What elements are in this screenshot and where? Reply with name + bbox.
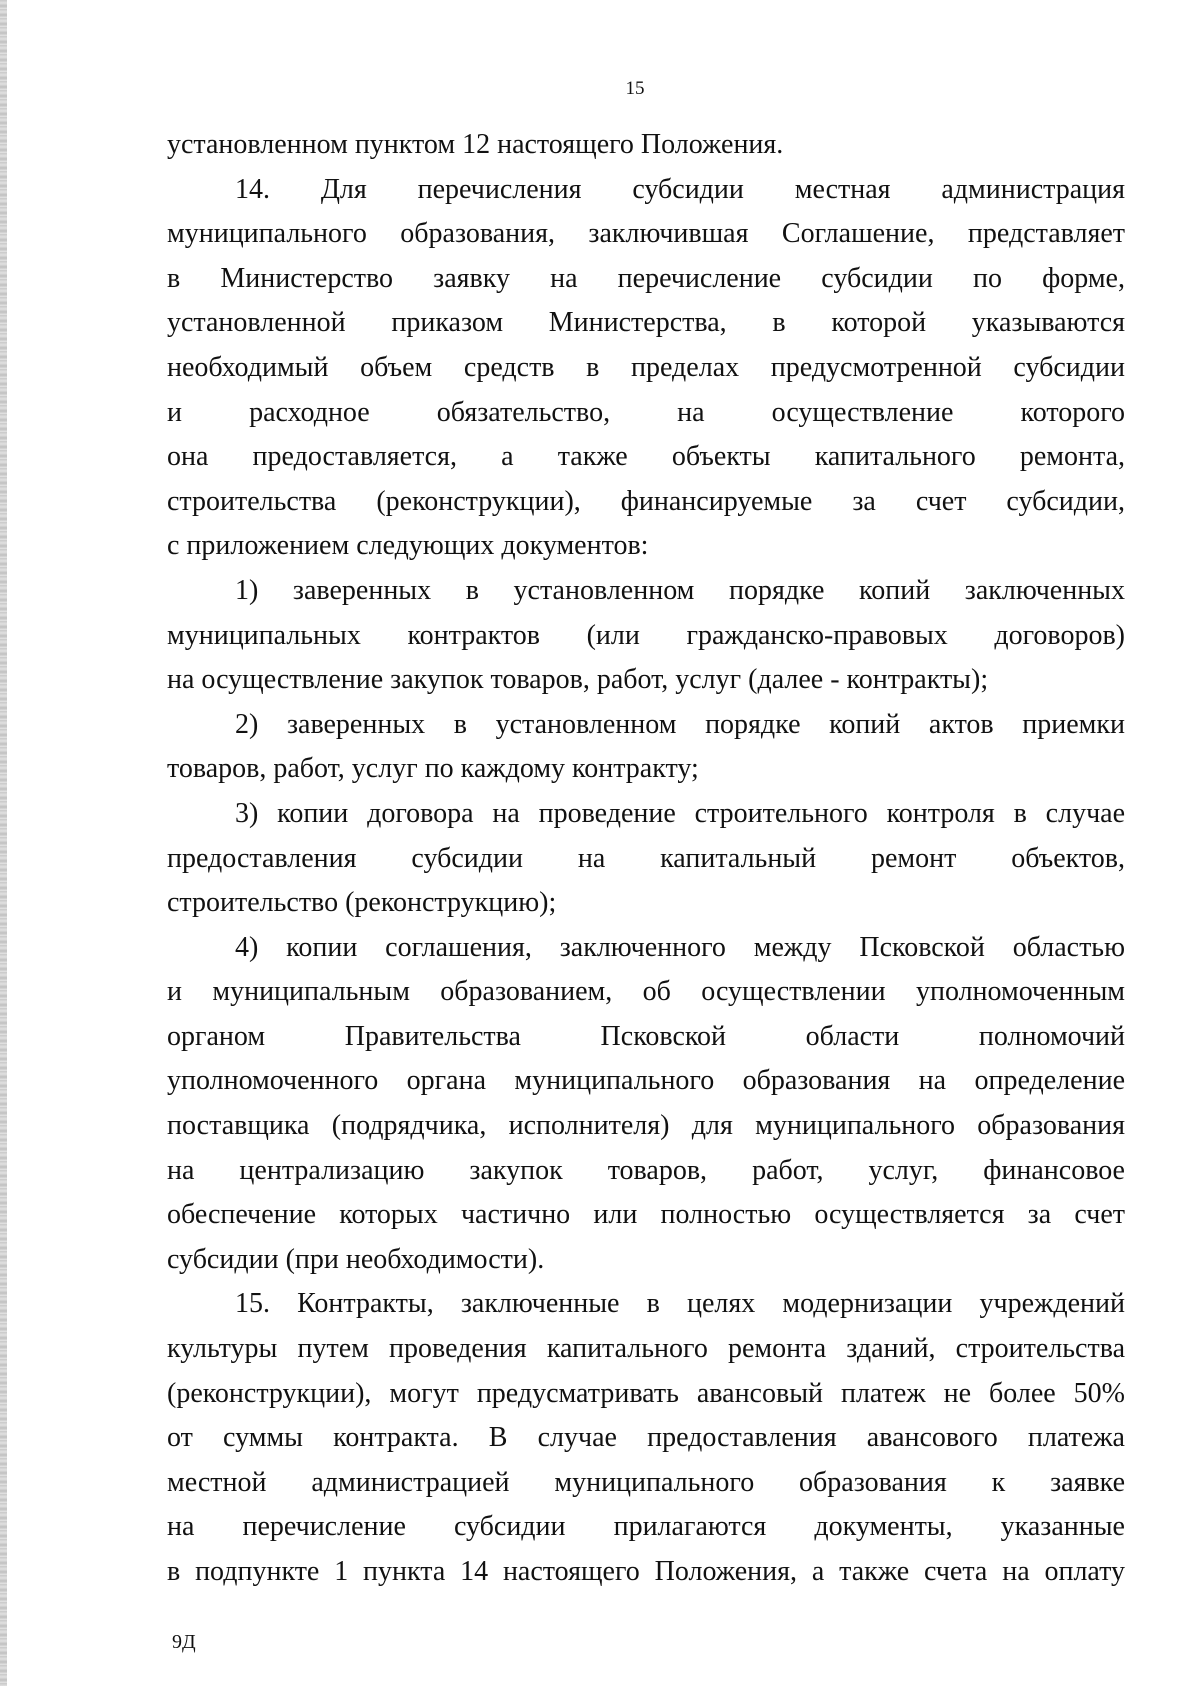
text-line: на осуществление закупок товаров, работ, услуг (далее - контракты); (167, 664, 989, 696)
text-line: товаров, работ, услуг по каждому контракту; (167, 753, 699, 785)
text-line: и расходное обязательство, на осуществление которого (167, 396, 1125, 428)
text-line: 14. Для перечисления субсидии местная администрация (235, 173, 1125, 205)
footer-code: 9Д (172, 1631, 196, 1653)
text-line: необходимый объем средств в пределах предусмотренной субсидии (167, 351, 1125, 383)
text-line: строительства (реконструкции), финансируемые за счет субсидии, (167, 485, 1125, 517)
text-line: культуры путем проведения капитального ремонта зданий, строительства (167, 1333, 1125, 1365)
text-line: предоставления субсидии на капитальный ремонт объектов, (167, 842, 1125, 874)
text-line: с приложением следующих документов: (167, 530, 649, 562)
text-line: в Министерство заявку на перечисление субсидии по форме, (167, 262, 1125, 294)
text-line: она предоставляется, а также объекты капитального ремонта, (167, 441, 1125, 473)
text-line: 15. Контракты, заключенные в целях модернизации учреждений (235, 1288, 1125, 1320)
text-line: поставщика (подрядчика, исполнителя) для муниципального образования (167, 1110, 1125, 1142)
text-line: в подпункте 1 пункта 14 настоящего Положения, а также счета на оплату (167, 1556, 1125, 1587)
text-line: установленном пунктом 12 настоящего Положения. (167, 129, 784, 160)
text-line: органом Правительства Псковской области полномочий (167, 1020, 1125, 1052)
text-line: установленной приказом Министерства, в которой указываются (167, 307, 1125, 339)
text-line: муниципальных контрактов (или гражданско-правовых договоров) (167, 619, 1125, 651)
text-line: строительство (реконструкцию); (167, 887, 557, 919)
text-line: субсидии (при необходимости). (167, 1243, 545, 1275)
text-line: местной администрацией муниципального образования к заявке (167, 1466, 1125, 1498)
text-line: на перечисление субсидии прилагаются документы, указанные (167, 1511, 1125, 1543)
text-line: муниципального образования, заключившая Соглашение, представляет (167, 218, 1125, 250)
text-line: на централизацию закупок товаров, работ, услуг, финансовое (167, 1154, 1125, 1186)
text-line: обеспечение которых частично или полностью осуществляется за счет (167, 1199, 1125, 1231)
text-line: 3) копии договора на проведение строительного контроля в случае (235, 797, 1125, 829)
text-line: 4) копии соглашения, заключенного между Псковской областью (235, 931, 1125, 963)
text-line: 2) заверенных в установленном порядке копий актов приемки (235, 708, 1125, 740)
document-body (167, 123, 1125, 1595)
text-line: уполномоченного органа муниципального образования на определение (167, 1065, 1125, 1097)
page-number: 15 (625, 78, 645, 99)
scan-edge (0, 0, 7, 1686)
text-line: и муниципальным образованием, об осуществлении уполномоченным (167, 976, 1125, 1008)
text-line: (реконструкции), могут предусматривать авансовый платеж не более 50% (167, 1377, 1125, 1409)
text-line: от суммы контракта. В случае предоставления авансового платежа (167, 1422, 1125, 1454)
text-line: 1) заверенных в установленном порядке копий заключенных (235, 574, 1125, 606)
